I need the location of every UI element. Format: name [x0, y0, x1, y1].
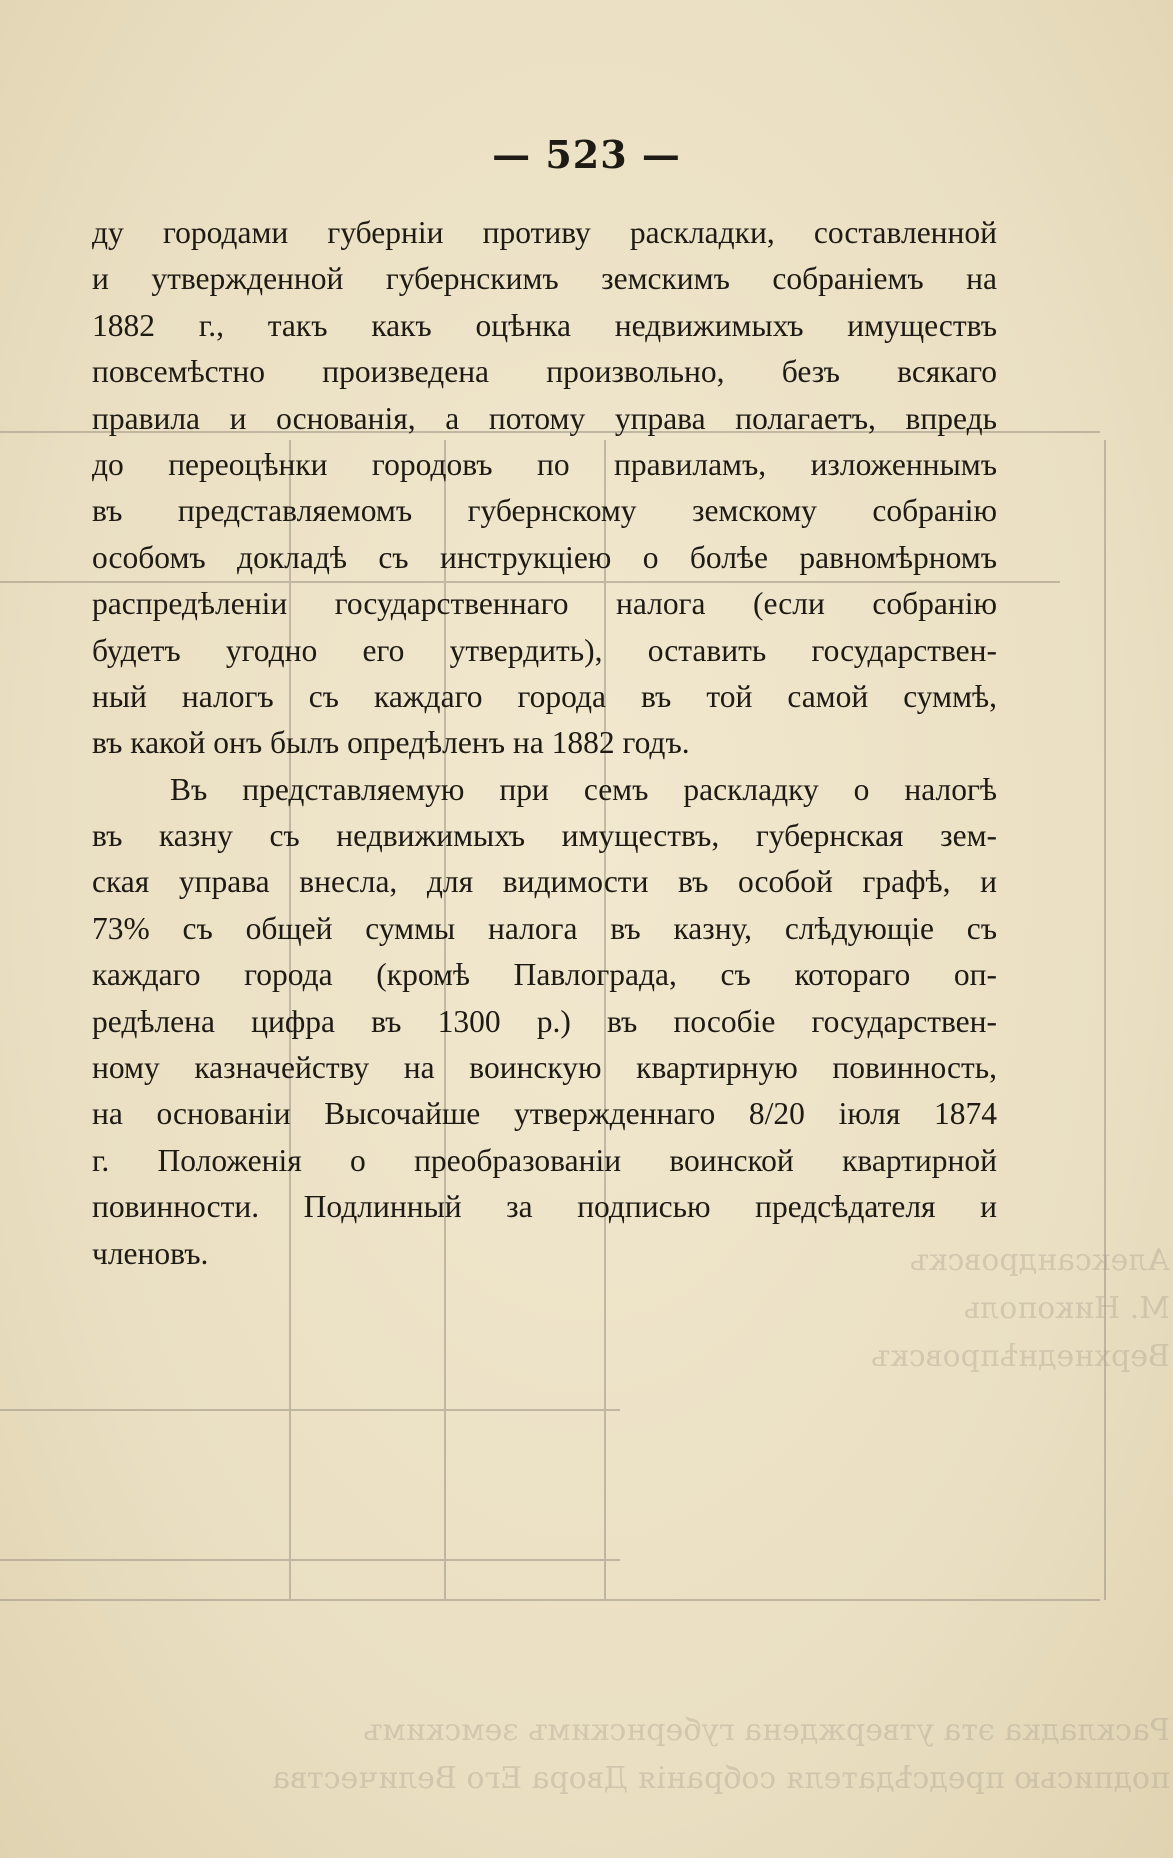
text-line: повсемѣстно произведена произвольно, безъ всякаго: [92, 354, 997, 390]
text-line: особомъ докладѣ съ инструкціею о болѣе равномѣрномъ: [92, 539, 997, 575]
text-line: и утвержденной губернскимъ земскимъ собраніемъ на: [92, 261, 997, 297]
text-line: ская управа внесла, для видимости въ особой графѣ, и: [92, 864, 997, 900]
text-line: повинности. Подлинный за подписью предсѣдателя и: [92, 1189, 997, 1225]
text-line: каждаго города (кромѣ Павлограда, съ котораго оп-: [92, 957, 997, 993]
text-line: ду городами губерніи противу раскладки, составленной: [92, 215, 997, 250]
text-line: г. Положенія о преобразованіи воинской квартирной: [92, 1142, 997, 1178]
text-line: правила и основанія, а потому управа полагаетъ, впредь: [92, 400, 997, 436]
text-line: въ казну съ недвижимыхъ имуществъ, губернская зем-: [92, 818, 997, 854]
svg-text:Александровскъ: Александровскъ: [909, 1243, 1170, 1278]
text-line: ный налогъ съ каждаго города въ той самой суммѣ,: [92, 678, 997, 714]
text-line: 1882 г., такъ какъ оцѣнка недвижимыхъ имуществъ: [92, 307, 997, 343]
paragraph-2: [92, 767, 997, 1277]
text-line: 73% съ общей суммы налога въ казну, слѣдующіе съ: [92, 910, 997, 946]
body-text: [92, 210, 997, 1277]
text-line: въ представляемомъ губернскому земскому собранію: [92, 493, 997, 529]
svg-text:Верхнеднѣпровскъ: Верхнеднѣпровскъ: [870, 1339, 1170, 1374]
svg-text:Раскладка эта утверждена губер: Раскладка эта утверждена губернскимъ земскимъ: [363, 1713, 1170, 1748]
text-line: на основаніи Высочайше утвержденнаго 8/20 іюля 1874: [92, 1096, 997, 1132]
text-line: въ какой онъ былъ опредѣленъ на 1882 годъ.: [92, 725, 690, 761]
text-line: до переоцѣнки городовъ по правиламъ, изложеннымъ: [92, 446, 997, 482]
svg-text:М. Никополь: М. Никополь: [963, 1291, 1170, 1326]
text-line: членовъ.: [92, 1235, 209, 1271]
svg-text:подписью предсѣдателя собранія: подписью предсѣдателя собранія Двора Его Величества: [272, 1761, 1170, 1796]
text-line: редѣлена цифра въ 1300 р.) въ пособіе государствен-: [92, 1003, 997, 1039]
page-number: — 523 —: [492, 132, 681, 177]
text-line: распредѣленіи государственнаго налога (если собранію: [92, 586, 997, 622]
text-line: Въ представляемую при семъ раскладку о налогѣ: [170, 771, 997, 807]
paragraph-1: [92, 210, 997, 767]
text-line: будетъ угодно его утвердить), оставить государствен-: [92, 632, 997, 668]
text-line: ному казначейству на воинскую квартирную повинность,: [92, 1050, 997, 1086]
